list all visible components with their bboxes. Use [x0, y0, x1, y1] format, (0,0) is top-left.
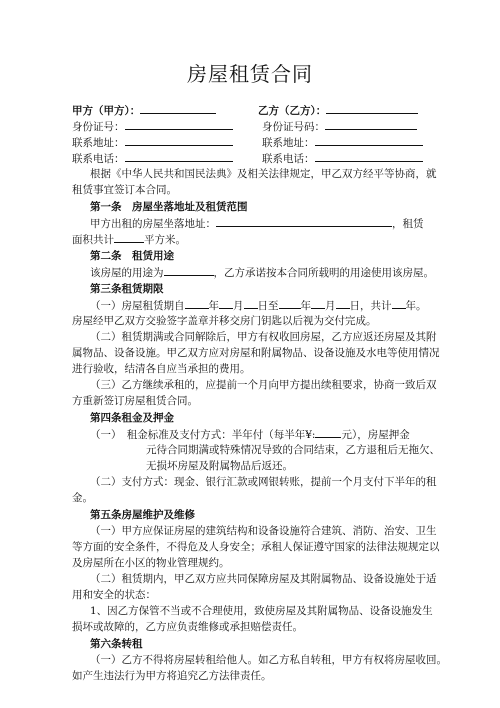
article-6-line-1: （一）乙方不得将房屋转租给他人。如乙方私自转租，甲方有权将房屋收回。	[90, 654, 447, 666]
party-b-blank[interactable]	[326, 103, 418, 114]
usage-label: 该房屋的用途为	[90, 267, 164, 279]
addr-a-row	[72, 135, 233, 150]
party-b-label: 乙方（乙方）：	[258, 105, 327, 117]
total-years-blank[interactable]	[392, 298, 406, 309]
end-year-blank[interactable]	[279, 298, 301, 309]
usage-text: ，乙方承诺按本合同所载明的用途使用该房屋。	[213, 267, 434, 279]
area-unit: 平方米。	[144, 234, 186, 246]
article-3-line-1	[90, 298, 427, 313]
id-b-row	[262, 119, 417, 134]
party-a-row	[72, 103, 216, 118]
end-month-unit: 月	[325, 300, 336, 312]
address-blank[interactable]	[216, 216, 392, 227]
party-b-row	[258, 103, 418, 118]
lease-label: ，租赁	[392, 218, 424, 230]
article-3-line-3: （二）租赁期满或合同解除后，甲方有权收回房屋，乙方应返还房屋及其附	[90, 331, 437, 343]
article-4-line-1	[90, 427, 410, 442]
term-label: （一）房屋租赁期自	[90, 300, 185, 312]
rent-amount-blank[interactable]	[315, 427, 341, 438]
phone-b-row	[262, 151, 423, 166]
area-blank[interactable]	[114, 232, 144, 243]
end-month-blank[interactable]	[311, 298, 325, 309]
article-6-line-2: 如产生违法行为甲方将追究乙方法律责任。	[72, 670, 272, 682]
end-day-unit: 日，共计	[349, 300, 392, 312]
article-3-line-5: 进行验收，结清各自应当承担的费用。	[72, 363, 251, 375]
id-b-label: 身份证号码：	[262, 121, 325, 133]
article-1-line-2	[72, 232, 186, 247]
start-month-blank[interactable]	[219, 298, 233, 309]
id-b-blank[interactable]	[325, 119, 417, 130]
article-3-line-4: 属物品、设备设施。甲乙双方应对房屋和附属物品、设备设施及水电等使用情况	[72, 347, 440, 359]
total-years-unit: 年。	[405, 300, 427, 312]
phone-a-label: 联系电话：	[72, 153, 125, 165]
addr-b-row	[262, 135, 423, 150]
rent-label: （一） 租金标准及支付方式：半年付（每半年¥:	[90, 429, 316, 441]
end-day-blank[interactable]	[336, 298, 350, 309]
start-year-unit: 年	[208, 300, 219, 312]
area-label: 面积共计	[72, 234, 114, 246]
article-4-line-5: 金。	[72, 492, 93, 504]
phone-b-label: 联系电话：	[262, 153, 315, 165]
intro-line-1: 根据《中华人民共和国民法典》及相关法律规定，甲乙双方经平等协商，就	[90, 168, 437, 180]
article-3-line-7: 方重新签订房屋租赁合同。	[72, 395, 198, 407]
id-a-row	[72, 119, 233, 134]
article-3-line-2: 房屋经甲乙双方交验签字盖章并移交房门钥匙以后视为交付完成。	[72, 315, 377, 327]
article-5-line-7: 损坏或故障的，乙方应负责维修或承担赔偿责任。	[72, 621, 303, 633]
article-5-line-3: 及房屋所在小区的物业管理规约。	[72, 557, 230, 569]
article-4-line-3: 无损坏房屋及附属物品后返还。	[146, 460, 293, 472]
id-a-blank[interactable]	[125, 119, 233, 130]
addr-a-blank[interactable]	[125, 135, 233, 146]
intro-line-2: 租赁事宜签订本合同。	[72, 184, 177, 196]
article-5-line-1: （一）甲方应保证房屋的建筑结构和设备设施符合建筑、消防、治安、卫生	[90, 525, 437, 537]
article-3-line-6: （三）乙方继续承租的，应提前一个月向甲方提出续租要求，协商一致后双	[90, 379, 437, 391]
address-label: 甲方出租的房屋坐落地址：	[90, 218, 216, 230]
article-1-line-1	[90, 216, 424, 231]
document-title: 房屋租赁合同	[187, 62, 313, 86]
article-5-line-6: 1、因乙方保管不当或不合理使用，致使房屋及其附属物品、设备设施发生	[90, 605, 433, 617]
phone-a-row	[72, 151, 233, 166]
article-4-title: 第四条租金及押金	[90, 412, 174, 424]
addr-b-label: 联系地址：	[262, 137, 315, 149]
id-a-label: 身份证号：	[72, 121, 125, 133]
end-year-unit: 年	[300, 300, 311, 312]
article-4-line-2: 元待合同期满或特殊情况导致的合同结束，乙方退租后无拖欠、	[146, 444, 440, 456]
article-5-line-4: （二）租赁期内，甲乙双方应共同保障房屋及其附属物品、设备设施处于适	[90, 573, 437, 585]
article-2-line-1	[90, 265, 434, 280]
start-year-blank[interactable]	[185, 298, 209, 309]
start-day-unit: 日至	[257, 300, 279, 312]
article-5-line-5: 用和安全的状态：	[72, 589, 156, 601]
start-day-blank[interactable]	[244, 298, 258, 309]
article-6-title: 第六条转租	[90, 638, 143, 650]
party-a-label: 甲方（甲方）：	[72, 105, 141, 117]
start-month-unit: 月	[233, 300, 244, 312]
article-3-title: 第三条租赁期限	[90, 283, 164, 295]
addr-b-blank[interactable]	[315, 135, 423, 146]
party-a-blank[interactable]	[140, 103, 216, 114]
article-2-title: 第二条 租赁用途	[90, 250, 174, 262]
deposit-label: 元），房屋押金	[341, 429, 410, 441]
phone-a-blank[interactable]	[125, 151, 233, 162]
addr-a-label: 联系地址：	[72, 137, 125, 149]
article-1-title: 第一条 房屋坐落地址及租赁范围	[90, 201, 248, 213]
article-4-line-4: （二）支付方式：现金、银行汇款或网银转账，提前一个月支付下半年的租	[90, 476, 437, 488]
article-5-title: 第五条房屋维护及维修	[90, 509, 195, 521]
article-5-line-2: 等方面的安全条件，不得危及人身安全；承租人保证遵守国家的法律法规规定以	[72, 541, 440, 553]
phone-b-blank[interactable]	[315, 151, 423, 162]
usage-blank[interactable]	[164, 265, 214, 276]
